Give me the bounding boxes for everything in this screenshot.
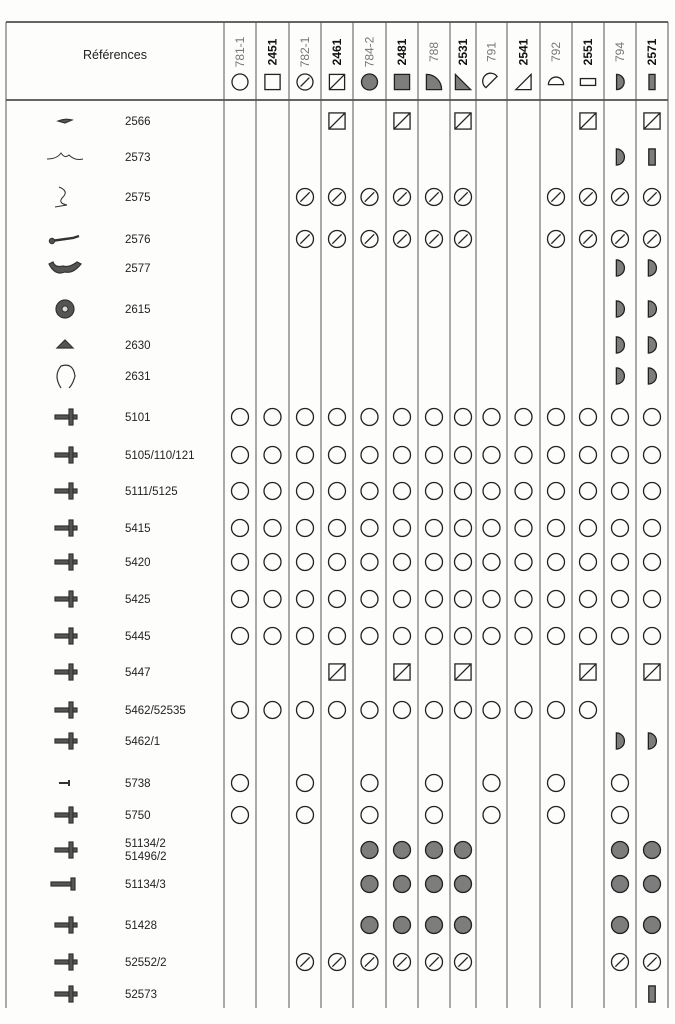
circle-slash-mark	[426, 954, 443, 971]
circle-mark	[515, 483, 532, 500]
circle-filled-mark	[644, 876, 661, 893]
row-reference: 5462/52535	[125, 705, 186, 717]
circle-mark	[483, 702, 500, 719]
table-row	[55, 917, 661, 934]
row-reference: 2577	[125, 263, 151, 275]
circle-mark	[329, 702, 346, 719]
circle-slash-mark	[297, 189, 314, 206]
circle-mark	[644, 628, 661, 645]
circle-slash-mark	[297, 74, 313, 90]
circle-slash-mark	[394, 954, 411, 971]
circle-mark	[548, 775, 565, 792]
quarter-filled-mark	[426, 74, 441, 89]
circle-filled-mark	[394, 876, 411, 893]
circle-mark	[580, 520, 597, 537]
screw-icon	[55, 733, 77, 749]
screw-icon	[55, 447, 77, 463]
row-reference: 2576	[125, 234, 151, 246]
row-reference: 2615	[125, 304, 151, 316]
circle-mark	[455, 554, 472, 571]
circle-mark	[232, 447, 249, 464]
circle-mark	[515, 702, 532, 719]
circle-mark	[329, 591, 346, 608]
small-spring-icon	[58, 119, 72, 123]
circle-mark	[483, 628, 500, 645]
square-slash-mark	[329, 664, 345, 680]
table-rows	[47, 113, 661, 1002]
circle-mark	[515, 591, 532, 608]
half-disc-mark	[616, 301, 624, 317]
row-reference: 51134/3	[125, 879, 166, 891]
row-reference: 5420	[125, 557, 151, 569]
circle-mark	[394, 447, 411, 464]
row-reference: 5101	[125, 412, 151, 424]
half-disc-mark	[648, 260, 656, 276]
row-reference: 2630	[125, 340, 151, 352]
circle-mark	[426, 520, 443, 537]
circle-mark	[612, 409, 629, 426]
circle-filled-mark	[426, 876, 443, 893]
square-slash-mark	[644, 664, 660, 680]
circle-mark	[612, 483, 629, 500]
circle-mark	[515, 520, 532, 537]
square-slash-mark	[580, 664, 596, 680]
circle-mark	[361, 520, 378, 537]
half-disc-mark	[616, 337, 624, 353]
table-grid	[6, 22, 668, 1008]
circle-mark	[361, 447, 378, 464]
circle-mark	[232, 807, 249, 824]
circle-slash-mark	[329, 231, 346, 248]
circle-mark	[232, 702, 249, 719]
table-row	[47, 149, 655, 165]
half-circle-mark	[548, 77, 563, 85]
circle-mark	[297, 702, 314, 719]
circle-mark	[394, 483, 411, 500]
half-disc-mark	[648, 368, 656, 384]
circle-mark	[297, 554, 314, 571]
column-code: 2571	[645, 38, 659, 66]
circle-mark	[612, 807, 629, 824]
wire-spring-icon	[47, 153, 83, 160]
circle-mark	[297, 447, 314, 464]
curved-spring-icon	[55, 187, 67, 207]
screw-icon	[55, 986, 77, 1002]
row-reference: 51134/2 51496/2	[125, 838, 167, 863]
circle-mark	[426, 628, 443, 645]
wheel-icon	[56, 300, 74, 318]
circle-slash-mark	[426, 231, 443, 248]
circle-mark	[644, 409, 661, 426]
circle-slash-mark	[455, 231, 472, 248]
circle-mark	[548, 628, 565, 645]
circle-filled-mark	[361, 917, 378, 934]
circle-mark	[644, 520, 661, 537]
circle-mark	[394, 520, 411, 537]
circle-mark	[426, 591, 443, 608]
circle-mark	[361, 628, 378, 645]
circle-mark	[232, 520, 249, 537]
circle-mark	[394, 702, 411, 719]
row-reference: 52573	[125, 989, 157, 1001]
table-row	[55, 954, 661, 971]
circle-filled-mark	[612, 842, 629, 859]
table-row	[57, 365, 656, 388]
table-row	[55, 447, 661, 464]
column-code: 788	[427, 41, 441, 63]
circle-mark	[426, 554, 443, 571]
circle-mark	[580, 591, 597, 608]
square-filled-mark	[394, 74, 409, 89]
circle-mark	[483, 520, 500, 537]
circle-filled-mark	[394, 842, 411, 859]
screw-icon	[55, 842, 77, 858]
column-code: 2531	[456, 38, 470, 66]
circle-mark	[455, 628, 472, 645]
circle-slash-mark	[455, 189, 472, 206]
circle-slash-mark	[612, 189, 629, 206]
half-disc-mark	[648, 337, 656, 353]
row-reference: 5750	[125, 810, 151, 822]
circle-cut-mark	[483, 73, 497, 87]
circle-mark	[644, 591, 661, 608]
circle-slash-mark	[394, 189, 411, 206]
column-code: 2551	[581, 38, 595, 66]
circle-filled-mark	[612, 917, 629, 934]
circle-mark	[612, 447, 629, 464]
row-reference: 5738	[125, 778, 151, 790]
circle-slash-mark	[361, 189, 378, 206]
circle-slash-mark	[644, 231, 661, 248]
circle-slash-mark	[612, 231, 629, 248]
circle-mark	[483, 447, 500, 464]
circle-slash-mark	[329, 189, 346, 206]
circle-mark	[548, 554, 565, 571]
half-disc-mark	[648, 733, 656, 749]
half-disc-mark	[616, 368, 624, 384]
table-row	[55, 520, 661, 537]
square-slash-mark	[580, 113, 596, 129]
table-row	[55, 409, 661, 426]
circle-mark	[232, 591, 249, 608]
row-reference: 5425	[125, 594, 151, 606]
circle-slash-mark	[548, 231, 565, 248]
row-reference: 2631	[125, 371, 151, 383]
circle-mark	[644, 483, 661, 500]
square-mark	[265, 74, 280, 89]
circle-mark	[361, 807, 378, 824]
screw-icon	[55, 591, 77, 607]
screw-icon	[55, 520, 77, 536]
circle-mark	[264, 520, 281, 537]
circle-filled-mark	[644, 917, 661, 934]
circle-mark	[361, 483, 378, 500]
circle-mark	[483, 409, 500, 426]
circle-mark	[297, 807, 314, 824]
circle-mark	[297, 409, 314, 426]
circle-mark	[426, 702, 443, 719]
circle-slash-mark	[329, 954, 346, 971]
circle-mark	[264, 554, 281, 571]
circle-mark	[612, 775, 629, 792]
circle-mark	[612, 628, 629, 645]
circle-mark	[329, 447, 346, 464]
circle-slash-mark	[644, 189, 661, 206]
rectangle-filled-mark	[649, 74, 655, 89]
circle-filled-mark	[455, 842, 472, 859]
circle-slash-mark	[297, 231, 314, 248]
triangle-mark	[516, 74, 531, 89]
circle-filled-mark	[426, 917, 443, 934]
row-reference: 5111/5125	[125, 486, 178, 498]
table-row	[55, 591, 661, 608]
circle-mark	[612, 591, 629, 608]
circle-slash-mark	[612, 954, 629, 971]
small-screw-icon	[59, 780, 69, 786]
circle-mark	[483, 807, 500, 824]
row-reference: 2575	[125, 192, 151, 204]
circle-mark	[455, 591, 472, 608]
table-row	[55, 838, 661, 863]
circle-mark	[297, 775, 314, 792]
square-slash-mark	[329, 113, 345, 129]
square-slash-mark	[455, 113, 471, 129]
screw-icon	[55, 554, 77, 570]
table-row	[55, 664, 660, 680]
circle-mark	[426, 447, 443, 464]
circle-mark	[515, 628, 532, 645]
screw-icon	[55, 628, 77, 644]
circle-filled-mark	[612, 876, 629, 893]
circle-slash-mark	[644, 954, 661, 971]
circle-slash-mark	[361, 954, 378, 971]
table-row	[51, 876, 661, 893]
circle-mark	[515, 409, 532, 426]
ring-spring-icon	[57, 365, 75, 388]
table-row	[55, 807, 629, 824]
column-code: 794	[613, 41, 627, 63]
circle-mark	[426, 409, 443, 426]
circle-mark	[264, 628, 281, 645]
square-slash-mark	[394, 113, 410, 129]
circle-mark	[361, 591, 378, 608]
square-slash-mark	[644, 113, 660, 129]
circle-slash-mark	[580, 189, 597, 206]
circle-filled-mark	[455, 917, 472, 934]
clip-icon	[57, 340, 73, 348]
half-disc-mark	[648, 301, 656, 317]
circle-slash-mark	[455, 954, 472, 971]
screw-icon	[55, 917, 77, 933]
long-screw-icon	[51, 878, 75, 890]
circle-mark	[515, 447, 532, 464]
circle-mark	[426, 775, 443, 792]
circle-filled-mark	[394, 917, 411, 934]
lever-icon	[49, 236, 79, 244]
column-code: 782-1	[298, 36, 312, 68]
table-row	[55, 187, 661, 207]
row-reference: 51428	[125, 920, 157, 932]
table-row	[59, 775, 629, 792]
circle-mark	[264, 409, 281, 426]
screw-icon	[55, 702, 77, 718]
circle-mark	[483, 591, 500, 608]
row-reference: 5105/110/121	[125, 450, 195, 462]
circle-mark	[483, 554, 500, 571]
circle-mark	[455, 447, 472, 464]
column-code: 2461	[330, 38, 344, 66]
table-row	[58, 113, 660, 129]
circle-mark	[361, 409, 378, 426]
circle-mark	[612, 554, 629, 571]
circle-mark	[297, 628, 314, 645]
circle-slash-mark	[580, 231, 597, 248]
table-row	[55, 554, 661, 571]
bridge-icon	[49, 262, 81, 273]
circle-slash-mark	[297, 954, 314, 971]
circle-filled-mark	[455, 876, 472, 893]
row-reference: 2573	[125, 152, 151, 164]
screw-icon	[55, 807, 77, 823]
circle-mark	[394, 591, 411, 608]
column-headers	[232, 36, 659, 90]
circle-filled-mark	[644, 842, 661, 859]
row-reference: 52552/2	[125, 957, 167, 969]
table-row	[55, 628, 661, 645]
circle-filled-mark	[361, 876, 378, 893]
circle-mark	[580, 702, 597, 719]
circle-slash-mark	[548, 189, 565, 206]
circle-mark	[548, 807, 565, 824]
circle-mark	[455, 702, 472, 719]
column-code: 784-2	[362, 36, 377, 68]
circle-mark	[232, 628, 249, 645]
circle-mark	[394, 409, 411, 426]
circle-mark	[264, 702, 281, 719]
column-code: 2451	[265, 38, 280, 66]
circle-slash-mark	[426, 189, 443, 206]
screw-icon	[55, 954, 77, 970]
circle-mark	[580, 554, 597, 571]
circle-filled-mark	[361, 842, 378, 859]
circle-mark	[232, 409, 249, 426]
square-slash-mark	[455, 664, 471, 680]
circle-mark	[329, 520, 346, 537]
table-row	[55, 702, 597, 719]
circle-slash-mark	[394, 231, 411, 248]
circle-mark	[548, 591, 565, 608]
table-title: Références	[83, 48, 147, 62]
circle-mark	[264, 591, 281, 608]
circle-mark	[455, 483, 472, 500]
screw-icon	[55, 483, 77, 499]
square-slash-mark	[329, 74, 344, 89]
circle-mark	[644, 554, 661, 571]
table-row	[49, 231, 660, 248]
half-disc-mark	[616, 260, 624, 276]
circle-mark	[297, 591, 314, 608]
circle-slash-mark	[361, 231, 378, 248]
circle-mark	[548, 483, 565, 500]
circle-mark	[580, 409, 597, 426]
circle-mark	[329, 554, 346, 571]
circle-mark	[264, 447, 281, 464]
circle-mark	[264, 483, 281, 500]
column-code: 792	[549, 41, 563, 63]
circle-mark	[361, 554, 378, 571]
circle-mark	[232, 74, 248, 90]
rectangle-filled-mark	[649, 149, 655, 165]
screw-icon	[55, 409, 77, 425]
table-row	[56, 300, 656, 318]
row-reference: 5447	[125, 667, 151, 679]
half-disc-mark	[616, 149, 624, 165]
circle-mark	[580, 447, 597, 464]
column-code: 791	[484, 41, 499, 63]
table-row	[55, 986, 655, 1002]
circle-mark	[394, 628, 411, 645]
circle-mark	[297, 520, 314, 537]
circle-mark	[483, 483, 500, 500]
column-code: 2541	[516, 38, 531, 66]
circle-mark	[394, 554, 411, 571]
table-row	[55, 483, 661, 500]
row-reference: 5415	[125, 523, 151, 535]
row-reference: 2566	[125, 116, 151, 128]
row-reference: 5462/1	[125, 736, 161, 748]
rectangle-mark	[580, 79, 595, 86]
circle-mark	[455, 520, 472, 537]
circle-mark	[297, 483, 314, 500]
screw-icon	[55, 664, 77, 680]
circle-mark	[232, 554, 249, 571]
circle-mark	[232, 483, 249, 500]
circle-mark	[548, 447, 565, 464]
circle-mark	[580, 483, 597, 500]
triangle-filled-mark	[455, 74, 470, 89]
circle-mark	[580, 628, 597, 645]
circle-mark	[455, 409, 472, 426]
circle-mark	[548, 520, 565, 537]
circle-mark	[515, 554, 532, 571]
table-row	[57, 337, 656, 353]
half-disc-mark	[616, 733, 624, 749]
circle-mark	[548, 409, 565, 426]
row-reference: 5445	[125, 631, 151, 643]
circle-mark	[329, 483, 346, 500]
circle-mark	[329, 628, 346, 645]
circle-mark	[483, 775, 500, 792]
circle-mark	[426, 807, 443, 824]
circle-filled-mark	[362, 74, 378, 90]
rectangle-filled-mark	[649, 986, 655, 1002]
circle-mark	[232, 775, 249, 792]
circle-mark	[612, 520, 629, 537]
circle-mark	[426, 483, 443, 500]
half-disc-mark	[617, 74, 625, 89]
column-code: 781-1	[233, 36, 247, 68]
table-row	[55, 733, 656, 749]
circle-filled-mark	[426, 842, 443, 859]
circle-mark	[548, 702, 565, 719]
square-slash-mark	[394, 664, 410, 680]
circle-mark	[644, 447, 661, 464]
column-code: 2481	[395, 38, 409, 66]
circle-mark	[329, 409, 346, 426]
circle-mark	[361, 775, 378, 792]
circle-mark	[361, 702, 378, 719]
